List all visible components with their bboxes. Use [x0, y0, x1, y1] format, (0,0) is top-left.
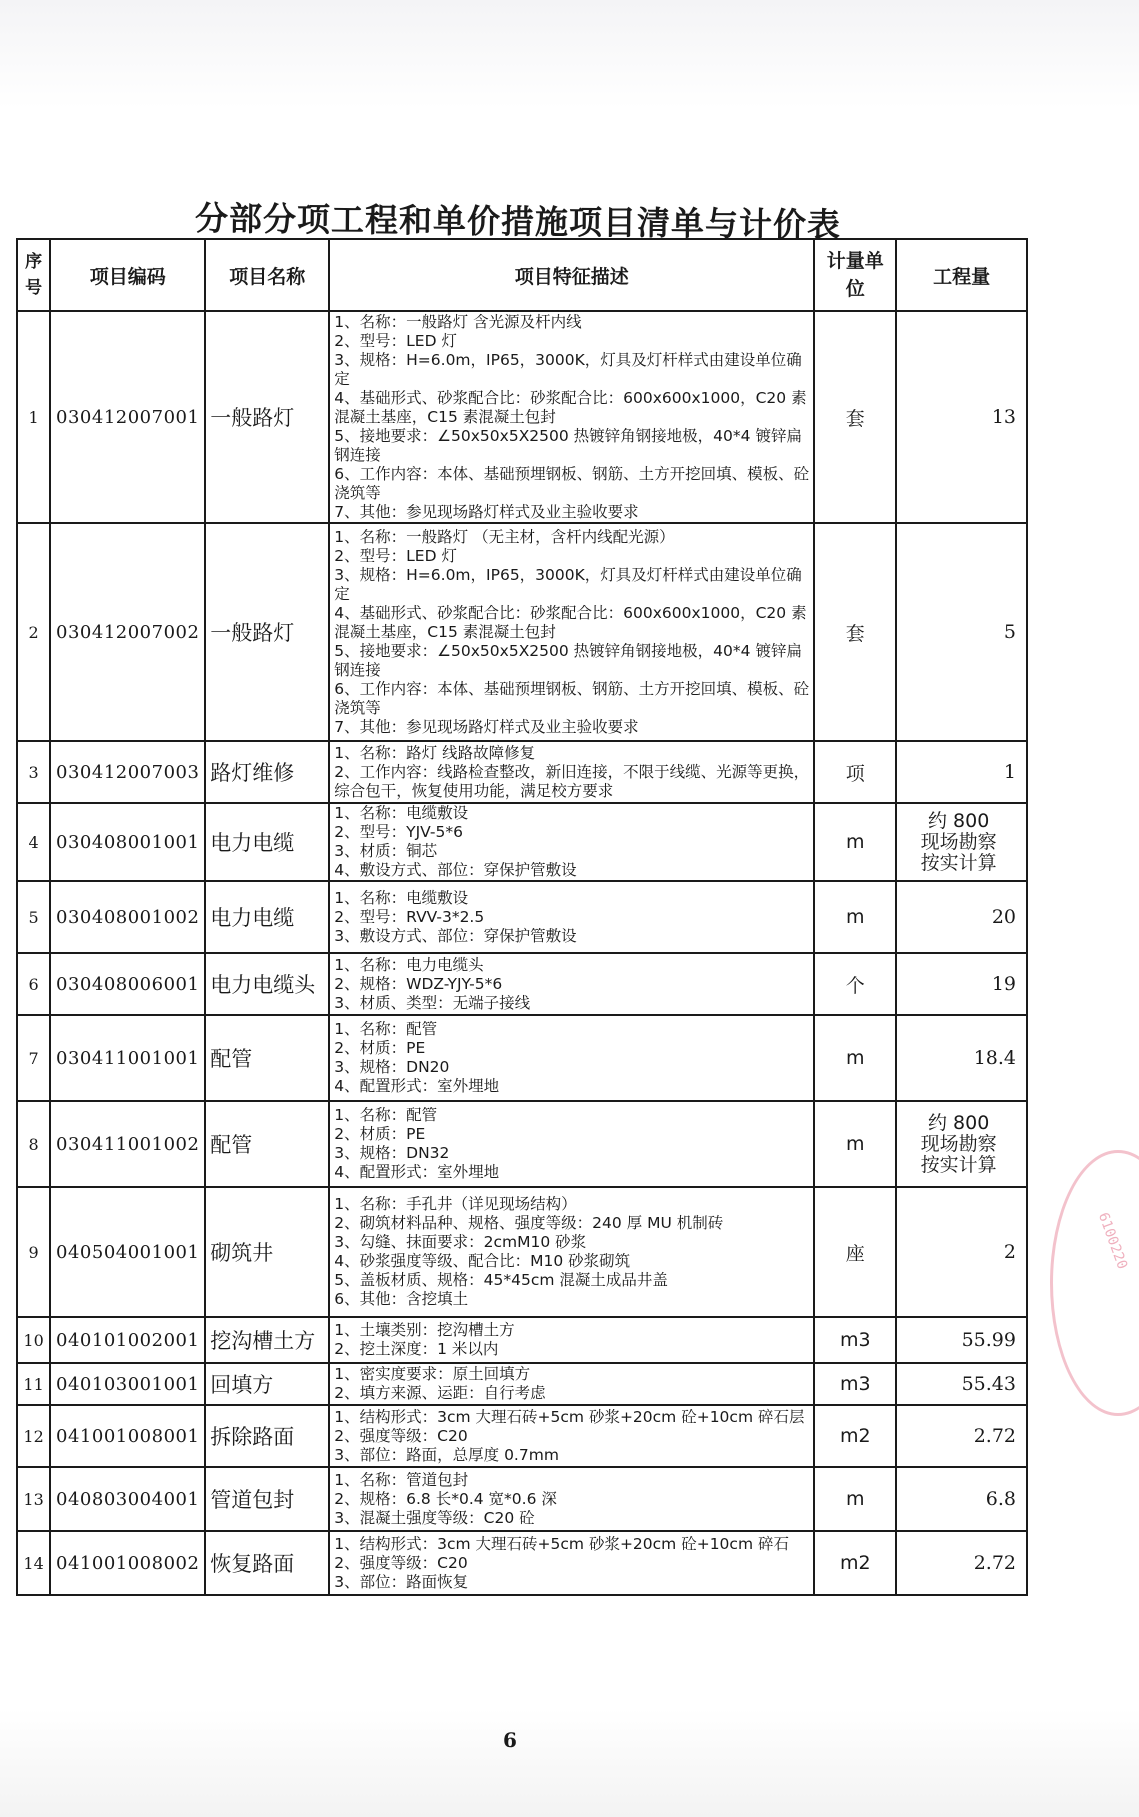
- item-code: 040101002001: [50, 1317, 205, 1363]
- quantity: 55.99: [896, 1317, 1027, 1363]
- description-line: 2、填方来源、运距：自行考虑: [334, 1384, 546, 1402]
- table-row: [17, 1405, 1027, 1467]
- description-line: 3、敷设方式、部位：穿保护管敷设: [334, 926, 577, 945]
- description-line: 1、名称：路灯 线路故障修复: [334, 743, 536, 762]
- description-line: 1、名称：电缆敷设: [334, 804, 469, 822]
- header-desc: 项目特征描述: [329, 239, 814, 311]
- description-line: 3、部位：路面，总厚度 0.7mm: [334, 1445, 559, 1464]
- description-line: 4、砂浆强度等级、配合比：M10 砂浆砌筑: [334, 1252, 631, 1270]
- row-number: 4: [17, 803, 50, 881]
- description-line: 4、基础形式、砂浆配合比：砂浆配合比：600x600x1000，C20 素混凝土基座，C15 素混凝土包封: [334, 603, 807, 641]
- item-code: 030411001001: [50, 1015, 205, 1101]
- item-code: 041001008002: [50, 1531, 205, 1595]
- description-line: 6、工作内容：本体、基础预埋钢板、钢筋、土方开挖回填、模板、砼浇筑等: [334, 679, 810, 717]
- description-line: 7、其他：参见现场路灯样式及业主验收要求: [334, 502, 639, 521]
- table-row: [17, 1015, 1027, 1101]
- description-line: 2、型号：RVV-3*2.5: [334, 907, 485, 926]
- quantity: 2.72: [896, 1405, 1027, 1467]
- description-line: 2、砌筑材料品种、规格、强度等级：240 厚 MU 机制砖: [334, 1214, 724, 1232]
- description-line: 2、规格：WDZ-YJY-5*6: [334, 974, 503, 993]
- description-line: 2、材质：PE: [334, 1125, 426, 1143]
- table-row: [17, 311, 1027, 523]
- description-line: 2、工作内容：线路检查整改，新旧连接，不限于线缆、光源等更换，综合包干，恢复使用功能，满足校方要求: [334, 762, 810, 800]
- description-line: 2、强度等级：C20: [334, 1553, 468, 1572]
- description-line: 1、名称：配管: [334, 1106, 438, 1124]
- description-line: 1、名称：一般路灯 （无主材，含杆内线配光源）: [334, 527, 675, 546]
- item-description: [329, 1531, 814, 1595]
- unit-of-measure: 套: [814, 311, 896, 523]
- header-no: 序号: [17, 239, 50, 311]
- unit-of-measure: 座: [814, 1187, 896, 1317]
- table-row: [17, 1101, 1027, 1187]
- header-code: 项目编码: [50, 239, 205, 311]
- description-line: 4、基础形式、砂浆配合比：砂浆配合比：600x600x1000，C20 素混凝土基座，C15 素混凝土包封: [334, 388, 807, 426]
- description-line: 1、土壤类别：挖沟槽土方: [334, 1321, 515, 1339]
- item-code: 040103001001: [50, 1363, 205, 1405]
- description-line: 2、规格：6.8 长*0.4 宽*0.6 深: [334, 1489, 557, 1508]
- description-line: 2、材质：PE: [334, 1039, 426, 1057]
- unit-of-measure: m2: [814, 1531, 896, 1595]
- item-code: 030412007001: [50, 311, 205, 523]
- table-row: [17, 1467, 1027, 1531]
- description-line: 3、部位：路面恢复: [334, 1572, 469, 1591]
- row-number: 11: [17, 1363, 50, 1405]
- stamp-text: 6100220: [1094, 1210, 1131, 1272]
- item-code: 030411001002: [50, 1101, 205, 1187]
- row-number: 10: [17, 1317, 50, 1363]
- row-number: 8: [17, 1101, 50, 1187]
- item-name: 配管: [205, 1101, 329, 1187]
- description-line: 1、密实度要求：原土回填方: [334, 1365, 531, 1383]
- quantity-line: 现场勘察: [920, 830, 997, 853]
- item-name: 一般路灯: [205, 311, 329, 523]
- description-line: 6、工作内容：本体、基础预埋钢板、钢筋、土方开挖回填、模板、砼浇筑等: [334, 464, 810, 502]
- item-name: 一般路灯: [205, 523, 329, 741]
- row-number: 12: [17, 1405, 50, 1467]
- quantity-line: 现场勘察: [920, 1132, 997, 1155]
- row-number: 2: [17, 523, 50, 741]
- description-line: 2、型号：LED 灯: [334, 546, 457, 565]
- description-line: 4、配置形式：室外埋地: [334, 1077, 500, 1095]
- description-line: 2、挖土深度：1 米以内: [334, 1340, 499, 1358]
- item-name: 恢复路面: [205, 1531, 329, 1595]
- item-name: 电力电缆: [205, 881, 329, 953]
- description-line: 3、材质、类型：无端子接线: [334, 993, 531, 1012]
- item-description: [329, 741, 814, 803]
- quantity-line: 约 800: [927, 1111, 990, 1134]
- item-description: [329, 953, 814, 1015]
- unit-of-measure: m3: [814, 1363, 896, 1405]
- item-code: 030408001001: [50, 803, 205, 881]
- table-body: [17, 311, 1027, 1595]
- description-line: 5、接地要求：∠50x50x5X2500 热镀锌角钢接地极，40*4 镀锌扁钢连接: [334, 641, 802, 679]
- item-name: 电力电缆头: [205, 953, 329, 1015]
- row-number: 14: [17, 1531, 50, 1595]
- red-seal-stamp: [1050, 1150, 1139, 1416]
- unit-of-measure: m2: [814, 1405, 896, 1467]
- item-description: [329, 311, 814, 523]
- item-code: 030408001002: [50, 881, 205, 953]
- table-row: [17, 523, 1027, 741]
- unit-of-measure: 个: [814, 953, 896, 1015]
- description-line: 3、规格：H=6.0m，IP65，3000K，灯具及灯杆样式由建设单位确定: [334, 565, 802, 603]
- item-description: [329, 881, 814, 953]
- table-row: [17, 1317, 1027, 1363]
- header-qty: 工程量: [896, 239, 1027, 311]
- item-description: [329, 523, 814, 741]
- description-line: 3、规格：DN20: [334, 1058, 450, 1076]
- header-unit: 计量单位: [814, 239, 896, 311]
- quantity: 1: [896, 741, 1027, 803]
- description-line: 1、名称：配管: [334, 1020, 438, 1038]
- unit-of-measure: m: [814, 1101, 896, 1187]
- description-line: 7、其他：参见现场路灯样式及业主验收要求: [334, 717, 639, 736]
- quantity: 20: [896, 881, 1027, 953]
- quantity: 5: [896, 523, 1027, 741]
- quantity-line: 约 800: [927, 809, 990, 832]
- description-line: 1、结构形式：3cm 大理石砖+5cm 砂浆+20cm 砼+10cm 碎石: [334, 1534, 789, 1553]
- item-code: 030412007002: [50, 523, 205, 741]
- description-line: 3、混凝土强度等级：C20 砼: [334, 1508, 535, 1527]
- unit-of-measure: m: [814, 1467, 896, 1531]
- item-code: 030412007003: [50, 741, 205, 803]
- description-line: 2、型号：YJV-5*6: [334, 823, 463, 841]
- quantity: 18.4: [896, 1015, 1027, 1101]
- quantity-line: 按实计算: [920, 1153, 997, 1176]
- item-name: 砌筑井: [205, 1187, 329, 1317]
- row-number: 13: [17, 1467, 50, 1531]
- description-line: 5、盖板材质、规格：45*45cm 混凝土成品井盖: [334, 1271, 668, 1289]
- item-name: 管道包封: [205, 1467, 329, 1531]
- description-line: 4、敷设方式、部位：穿保护管敷设: [334, 861, 577, 879]
- item-name: 挖沟槽土方: [205, 1317, 329, 1363]
- description-line: 1、名称：电缆敷设: [334, 888, 469, 907]
- row-number: 7: [17, 1015, 50, 1101]
- row-number: 3: [17, 741, 50, 803]
- description-line: 3、规格：H=6.0m，IP65，3000K，灯具及灯杆样式由建设单位确定: [334, 350, 802, 388]
- unit-of-measure: m: [814, 1015, 896, 1101]
- quantity: 6.8: [896, 1467, 1027, 1531]
- description-line: 1、名称：管道包封: [334, 1470, 469, 1489]
- quantity: 2: [896, 1187, 1027, 1317]
- item-name: 拆除路面: [205, 1405, 329, 1467]
- page-title: 分部分项工程和单价措施项目清单与计价表: [194, 198, 842, 245]
- unit-of-measure: m: [814, 803, 896, 881]
- table-header-row: [17, 239, 1027, 311]
- item-description: [329, 1405, 814, 1467]
- item-name: 回填方: [205, 1363, 329, 1405]
- table-row: [17, 881, 1027, 953]
- table-row: [17, 741, 1027, 803]
- table-row: [17, 1531, 1027, 1595]
- header-name: 项目名称: [205, 239, 329, 311]
- unit-of-measure: 套: [814, 523, 896, 741]
- row-number: 5: [17, 881, 50, 953]
- description-line: 1、名称：电力电缆头: [334, 955, 484, 974]
- unit-of-measure: m3: [814, 1317, 896, 1363]
- quantity: 19: [896, 953, 1027, 1015]
- table-row: [17, 1363, 1027, 1405]
- unit-of-measure: m: [814, 881, 896, 953]
- description-line: 6、其他：含挖填土: [334, 1290, 469, 1308]
- unit-of-measure: 项: [814, 741, 896, 803]
- item-description: [329, 1187, 814, 1317]
- description-line: 1、名称：一般路灯 含光源及杆内线: [334, 312, 582, 331]
- quantity: [896, 803, 1027, 881]
- table-row: [17, 1187, 1027, 1317]
- item-name: 电力电缆: [205, 803, 329, 881]
- row-number: 9: [17, 1187, 50, 1317]
- quantity: [896, 1101, 1027, 1187]
- row-number: 1: [17, 311, 50, 523]
- description-line: 3、规格：DN32: [334, 1144, 450, 1162]
- description-line: 2、强度等级：C20: [334, 1426, 468, 1445]
- item-code: 041001008001: [50, 1405, 205, 1467]
- item-name: 配管: [205, 1015, 329, 1101]
- item-description: [329, 803, 814, 881]
- description-line: 1、名称：手孔井（详见现场结构）: [334, 1195, 577, 1213]
- item-description: [329, 1015, 814, 1101]
- description-line: 4、配置形式：室外埋地: [334, 1163, 500, 1181]
- page-number: 6: [503, 1728, 517, 1752]
- quantity: 13: [896, 311, 1027, 523]
- item-code: 030408006001: [50, 953, 205, 1015]
- quantity: 55.43: [896, 1363, 1027, 1405]
- item-code: 040803004001: [50, 1467, 205, 1531]
- bill-of-quantities-table: [16, 238, 1028, 1596]
- item-description: [329, 1101, 814, 1187]
- row-number: 6: [17, 953, 50, 1015]
- description-line: 1、结构形式：3cm 大理石砖+5cm 砂浆+20cm 砼+10cm 碎石层: [334, 1407, 805, 1426]
- description-line: 3、勾缝、抹面要求：2cmM10 砂浆: [334, 1233, 587, 1251]
- description-line: 5、接地要求：∠50x50x5X2500 热镀锌角钢接地极，40*4 镀锌扁钢连接: [334, 426, 802, 464]
- item-name: 路灯维修: [205, 741, 329, 803]
- table-row: [17, 953, 1027, 1015]
- item-code: 040504001001: [50, 1187, 205, 1317]
- description-line: 3、材质：铜芯: [334, 842, 438, 860]
- quantity: 2.72: [896, 1531, 1027, 1595]
- table-row: [17, 803, 1027, 881]
- description-line: 2、型号：LED 灯: [334, 331, 457, 350]
- item-description: [329, 1363, 814, 1405]
- item-description: [329, 1317, 814, 1363]
- quantity-line: 按实计算: [920, 851, 997, 874]
- item-description: [329, 1467, 814, 1531]
